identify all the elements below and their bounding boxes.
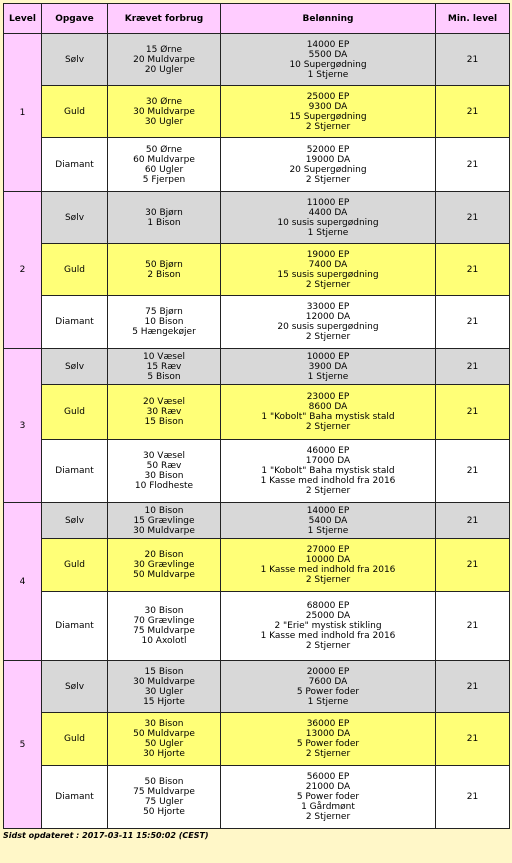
min-level-cell: 21 — [436, 385, 510, 440]
reward-line: 5500 DA — [308, 49, 348, 60]
reward-line: 27000 EP — [306, 545, 350, 555]
requirement-line: 15 Bison — [144, 417, 184, 427]
table-row — [4, 138, 510, 192]
header-level: Level — [4, 4, 42, 34]
min-level-cell: 21 — [436, 661, 510, 713]
requirement-line: 60 Ugler — [144, 164, 184, 175]
reward-line: 2 Stjerner — [305, 174, 351, 185]
min-level-cell: 21 — [436, 713, 510, 766]
requirement-line: 75 Ugler — [144, 797, 184, 807]
table-row — [4, 349, 510, 385]
header-requirement: Krævet forbrug — [108, 4, 221, 34]
min-level-cell: 21 — [436, 192, 510, 244]
reward-line: 7400 DA — [308, 259, 348, 270]
task-type-cell: Guld — [42, 539, 108, 592]
reward-line: 2 Stjerner — [305, 422, 351, 432]
reward-line: 1 "Kobolt" Baha mystisk stald — [261, 466, 395, 476]
min-level-cell: 21 — [436, 138, 510, 192]
reward-line: 1 Stjerne — [307, 69, 349, 80]
requirement-line: 50 Bjørn — [145, 259, 183, 270]
task-type-cell: Guld — [42, 385, 108, 440]
requirement-line: 30 Muldvarpe — [133, 106, 195, 117]
reward-line: 10 Supergødning — [289, 59, 367, 70]
table-body — [4, 34, 510, 829]
header-row — [4, 4, 510, 34]
requirement-line: 70 Grævlinge — [133, 616, 195, 626]
header-reward: Belønning — [221, 4, 436, 34]
min-level-cell: 21 — [436, 34, 510, 86]
min-level-cell: 21 — [436, 503, 510, 539]
requirement-line: 15 Grævlinge — [133, 515, 195, 526]
requirement-line: 50 Hjorte — [143, 807, 185, 817]
reward-line: 4400 DA — [308, 207, 348, 218]
reward-line: 1 "Kobolt" Baha mystisk stald — [261, 412, 395, 422]
reward-line: 33000 EP — [306, 302, 350, 312]
requirement-line: 30 Grævlinge — [133, 560, 195, 570]
task-type-cell: Diamant — [42, 592, 108, 661]
task-type-cell: Sølv — [42, 192, 108, 244]
min-level-cell: 21 — [436, 86, 510, 138]
level-cell: 2 — [4, 192, 42, 349]
requirement-line: 20 Væsel — [142, 397, 186, 407]
reward-cell — [221, 34, 436, 86]
task-type-cell: Sølv — [42, 661, 108, 713]
reward-line: 20000 EP — [306, 666, 350, 677]
requirement-cell — [108, 503, 221, 539]
requirement-line: 30 Bison — [144, 471, 184, 481]
reward-cell — [221, 86, 436, 138]
requirement-line: 20 Bison — [144, 550, 184, 560]
reward-line: 19000 EP — [306, 249, 350, 260]
table-row — [4, 503, 510, 539]
reward-line: 23000 EP — [306, 392, 350, 402]
task-type-cell: Sølv — [42, 34, 108, 86]
reward-cell — [221, 713, 436, 766]
min-level-cell: 21 — [436, 539, 510, 592]
min-level-cell: 21 — [436, 592, 510, 661]
reward-line: 5400 DA — [308, 515, 348, 526]
reward-line: 5 Power foder — [296, 792, 360, 802]
reward-cell — [221, 503, 436, 539]
reward-cell — [221, 296, 436, 349]
reward-cell — [221, 440, 436, 503]
table-row — [4, 766, 510, 829]
reward-cell — [221, 592, 436, 661]
requirement-cell — [108, 138, 221, 192]
task-type-cell: Guld — [42, 713, 108, 766]
requirement-line: 5 Bison — [147, 371, 181, 382]
reward-line: 1 Stjerne — [307, 227, 349, 238]
requirement-line: 20 Ugler — [144, 64, 184, 75]
reward-line: 17000 DA — [305, 456, 351, 466]
table-row — [4, 539, 510, 592]
reward-line: 2 Stjerner — [305, 279, 351, 290]
requirement-line: 30 Ræv — [146, 407, 182, 417]
requirement-cell — [108, 296, 221, 349]
requirement-line: 10 Axolotl — [141, 636, 187, 646]
reward-line: 7600 DA — [308, 676, 348, 687]
table-row — [4, 34, 510, 86]
requirement-line: 1 Bison — [147, 217, 181, 228]
reward-line: 15 susis supergødning — [277, 269, 379, 280]
requirement-line: 75 Bjørn — [145, 307, 183, 317]
requirement-line: 50 Ørne — [145, 144, 183, 155]
task-type-cell: Guld — [42, 86, 108, 138]
min-level-cell: 21 — [436, 766, 510, 829]
requirement-line: 30 Ugler — [144, 116, 184, 127]
requirement-line: 50 Ræv — [146, 461, 182, 471]
reward-line: 2 Stjerner — [305, 812, 351, 822]
reward-line: 10000 EP — [306, 351, 350, 362]
level-cell: 1 — [4, 34, 42, 192]
rewards-table — [3, 3, 510, 829]
reward-line: 25000 EP — [306, 91, 350, 102]
requirement-line: 30 Bison — [144, 719, 184, 729]
reward-line: 1 Stjerne — [307, 525, 349, 536]
requirement-line: 75 Muldvarpe — [133, 626, 195, 636]
min-level-cell: 21 — [436, 440, 510, 503]
last-updated: Sidst opdateret : 2017-03-11 15:50:02 (CEST) — [3, 831, 209, 840]
reward-line: 5 Power foder — [296, 686, 360, 697]
reward-line: 36000 EP — [306, 719, 350, 729]
level-cell: 4 — [4, 503, 42, 661]
requirement-line: 20 Muldvarpe — [133, 54, 195, 65]
reward-line: 1 Stjerne — [307, 371, 349, 382]
requirement-line: 15 Bison — [144, 666, 184, 677]
reward-line: 15 Supergødning — [289, 111, 367, 122]
requirement-line: 30 Væsel — [142, 451, 186, 461]
reward-cell — [221, 766, 436, 829]
reward-line: 10000 DA — [305, 555, 351, 565]
reward-line: 1 Kasse med indhold fra 2016 — [260, 565, 396, 575]
requirement-line: 30 Ugler — [144, 686, 184, 697]
header-task: Opgave — [42, 4, 108, 34]
reward-line: 9300 DA — [308, 101, 348, 112]
requirement-line: 5 Fjerpen — [142, 174, 186, 185]
requirement-line: 75 Muldvarpe — [133, 787, 195, 797]
reward-line: 2 Stjerner — [305, 486, 351, 496]
reward-line: 14000 EP — [306, 39, 350, 50]
reward-line: 11000 EP — [306, 197, 350, 208]
requirement-line: 30 Bison — [144, 606, 184, 616]
table-row — [4, 296, 510, 349]
requirement-line: 50 Muldvarpe — [133, 729, 195, 739]
reward-cell — [221, 539, 436, 592]
reward-line: 1 Stjerne — [307, 696, 349, 707]
requirement-line: 50 Bison — [144, 777, 184, 787]
requirement-line: 30 Ørne — [145, 96, 183, 107]
table-row — [4, 713, 510, 766]
requirement-line: 15 Hjorte — [143, 696, 185, 707]
requirement-line: 30 Muldvarpe — [133, 525, 195, 536]
task-type-cell: Sølv — [42, 503, 108, 539]
requirement-line: 50 Ugler — [144, 739, 184, 749]
requirement-line: 5 Hængekøjer — [132, 327, 196, 337]
requirement-line: 30 Muldvarpe — [133, 676, 195, 687]
reward-line: 19000 DA — [305, 154, 351, 165]
reward-line: 14000 EP — [306, 505, 350, 516]
requirement-line: 30 Hjorte — [143, 749, 185, 759]
min-level-cell: 21 — [436, 244, 510, 296]
header-min-level: Min. level — [436, 4, 510, 34]
requirement-cell — [108, 539, 221, 592]
table-row — [4, 440, 510, 503]
reward-line: 56000 EP — [306, 772, 350, 782]
reward-cell — [221, 385, 436, 440]
task-type-cell: Guld — [42, 244, 108, 296]
requirement-cell — [108, 244, 221, 296]
min-level-cell: 21 — [436, 349, 510, 385]
min-level-cell: 21 — [436, 296, 510, 349]
requirement-cell — [108, 34, 221, 86]
reward-line: 3900 DA — [308, 361, 348, 372]
requirement-cell — [108, 86, 221, 138]
level-cell: 5 — [4, 661, 42, 829]
task-type-cell: Diamant — [42, 138, 108, 192]
requirement-cell — [108, 592, 221, 661]
table-row — [4, 192, 510, 244]
requirement-cell — [108, 713, 221, 766]
reward-line: 68000 EP — [306, 601, 350, 611]
requirement-cell — [108, 385, 221, 440]
reward-line: 2 Stjerner — [305, 575, 351, 585]
table-row — [4, 86, 510, 138]
reward-line: 1 Kasse med indhold fra 2016 — [260, 631, 396, 641]
requirement-line: 10 Flodheste — [134, 481, 194, 491]
reward-cell — [221, 244, 436, 296]
reward-line: 13000 DA — [305, 729, 351, 739]
requirement-line: 30 Bjørn — [145, 207, 183, 218]
requirement-line: 2 Bison — [147, 269, 181, 280]
table-row — [4, 661, 510, 713]
reward-line: 20 Supergødning — [289, 164, 367, 175]
requirement-line: 60 Muldvarpe — [133, 154, 195, 165]
reward-cell — [221, 661, 436, 713]
table-row — [4, 244, 510, 296]
reward-line: 1 Gårdmønt — [301, 802, 355, 812]
reward-cell — [221, 349, 436, 385]
requirement-cell — [108, 766, 221, 829]
reward-line: 46000 EP — [306, 446, 350, 456]
requirement-line: 10 Bison — [144, 317, 184, 327]
reward-cell — [221, 192, 436, 244]
requirement-cell — [108, 192, 221, 244]
requirement-line: 15 Ørne — [145, 44, 183, 55]
table-row — [4, 592, 510, 661]
reward-line: 20 susis supergødning — [277, 322, 379, 332]
reward-line: 2 Stjerner — [305, 332, 351, 342]
reward-line: 25000 DA — [305, 611, 351, 621]
reward-line: 2 Stjerner — [305, 121, 351, 132]
requirement-cell — [108, 349, 221, 385]
reward-line: 21000 DA — [305, 782, 351, 792]
task-type-cell: Diamant — [42, 766, 108, 829]
reward-line: 10 susis supergødning — [277, 217, 379, 228]
reward-line: 52000 EP — [306, 144, 350, 155]
level-cell: 3 — [4, 349, 42, 503]
reward-line: 8600 DA — [308, 402, 348, 412]
requirement-line: 50 Muldvarpe — [133, 570, 195, 580]
requirement-line: 10 Bison — [144, 505, 184, 516]
reward-line: 1 Kasse med indhold fra 2016 — [260, 476, 396, 486]
task-type-cell: Diamant — [42, 440, 108, 503]
requirement-line: 15 Ræv — [146, 361, 182, 372]
reward-cell — [221, 138, 436, 192]
table-row — [4, 385, 510, 440]
task-type-cell: Sølv — [42, 349, 108, 385]
requirement-cell — [108, 440, 221, 503]
reward-line: 2 "Erie" mystisk stikling — [274, 621, 382, 631]
reward-line: 5 Power foder — [296, 739, 360, 749]
reward-line: 12000 DA — [305, 312, 351, 322]
reward-line: 2 Stjerner — [305, 641, 351, 651]
reward-line: 2 Stjerner — [305, 749, 351, 759]
task-type-cell: Diamant — [42, 296, 108, 349]
requirement-line: 10 Væsel — [142, 351, 186, 362]
requirement-cell — [108, 661, 221, 713]
